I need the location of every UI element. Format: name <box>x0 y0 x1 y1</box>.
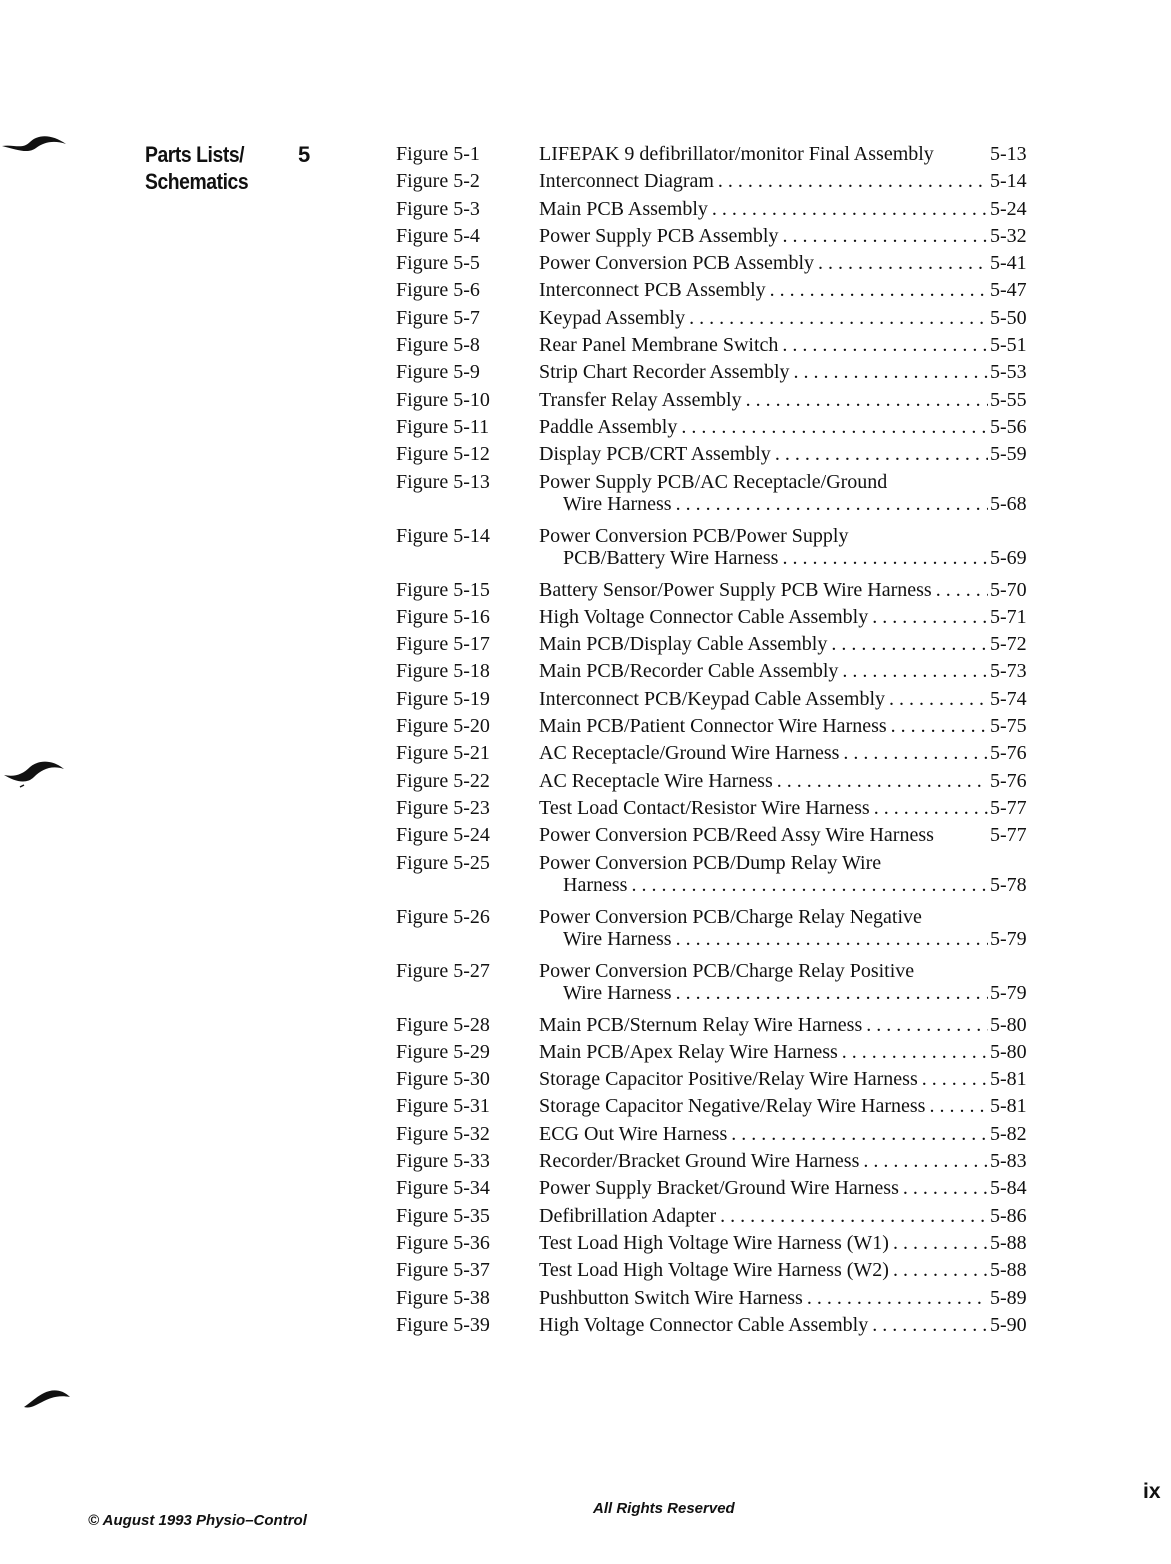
figure-entry <box>539 1150 1046 1172</box>
dot-leader <box>778 334 988 356</box>
section-title-line: Parts Lists/ <box>145 142 245 167</box>
figure-entry <box>539 334 1046 356</box>
figure-title: Paddle Assembly <box>539 415 678 438</box>
figure-title: PCB/Battery Wire Harness <box>563 546 779 569</box>
figure-entry <box>539 1041 1046 1063</box>
figure-entry <box>539 307 1046 329</box>
figure-title: Power Conversion PCB Assembly <box>539 252 815 275</box>
entry-line <box>539 1205 1046 1227</box>
dot-leader <box>708 198 988 220</box>
toc-row <box>396 1068 1046 1090</box>
dot-leader <box>838 660 988 682</box>
dot-leader <box>672 928 988 950</box>
figure-entry <box>539 1095 1046 1117</box>
figure-number: Figure 5-26 <box>396 905 490 928</box>
entry-line <box>539 389 1046 411</box>
figure-entry <box>539 279 1046 301</box>
toc-row <box>396 1287 1046 1309</box>
entry-line <box>539 660 1046 682</box>
figure-title: Main PCB/Apex Relay Wire Harness <box>539 1040 838 1063</box>
figure-number: Figure 5-24 <box>396 824 490 847</box>
dot-leader <box>672 982 988 1004</box>
figure-title: High Voltage Connector Cable Assembly <box>539 605 869 628</box>
dot-leader <box>838 1041 988 1063</box>
figure-title: Defibrillation Adapter <box>539 1204 717 1227</box>
entry-line <box>539 225 1046 247</box>
toc-row <box>396 170 1046 192</box>
dot-leader <box>790 361 988 383</box>
entry-line <box>539 198 1046 220</box>
figure-number: Figure 5-30 <box>396 1068 490 1091</box>
figure-number: Figure 5-34 <box>396 1177 490 1200</box>
figure-entry <box>539 770 1046 792</box>
page-reference: 5-69 <box>990 546 1027 569</box>
figure-title: Power Conversion PCB/Charge Relay Negative <box>539 905 922 928</box>
figure-number: Figure 5-6 <box>396 279 480 302</box>
figure-title: Main PCB/Patient Connector Wire Harness <box>539 715 887 738</box>
figure-title: Main PCB/Sternum Relay Wire Harness <box>539 1013 863 1036</box>
toc-row <box>396 416 1046 438</box>
entry-line <box>539 547 1046 569</box>
figure-title: Storage Capacitor Negative/Relay Wire Harness <box>539 1095 926 1118</box>
page-reference: 5-90 <box>990 1313 1027 1336</box>
figure-title: Battery Sensor/Power Supply PCB Wire Harness <box>539 578 932 601</box>
toc-row <box>396 852 1046 896</box>
dot-leader <box>889 1259 988 1281</box>
figure-entry <box>539 1014 1046 1036</box>
figure-number: Figure 5-13 <box>396 470 490 493</box>
entry-line <box>539 579 1046 601</box>
page-reference: 5-71 <box>990 605 1027 628</box>
figure-entry <box>539 906 1046 950</box>
figure-entry <box>539 579 1046 601</box>
page-reference: 5-50 <box>990 306 1027 329</box>
page-reference: 5-84 <box>990 1177 1027 1200</box>
page-reference: 5-89 <box>990 1286 1027 1309</box>
figure-number: Figure 5-29 <box>396 1040 490 1063</box>
figure-number: Figure 5-28 <box>396 1013 490 1036</box>
page-reference: 5-53 <box>990 361 1027 384</box>
figure-number: Figure 5-15 <box>396 578 490 601</box>
dot-leader <box>885 688 988 710</box>
entry-line <box>539 906 1046 928</box>
figure-title: Pushbutton Switch Wire Harness <box>539 1286 803 1309</box>
dot-leader <box>899 1177 988 1199</box>
dot-leader <box>862 1014 988 1036</box>
entry-line <box>539 960 1046 982</box>
figure-title: Main PCB Assembly <box>539 197 708 220</box>
figure-entry <box>539 852 1046 896</box>
figure-entry <box>539 715 1046 737</box>
figure-title: Power Supply PCB/AC Receptacle/Ground <box>539 470 888 493</box>
figure-entry <box>539 143 1046 165</box>
figure-number: Figure 5-11 <box>396 415 490 438</box>
figure-number: Figure 5-27 <box>396 959 490 982</box>
dot-leader <box>716 1205 988 1227</box>
figure-number: Figure 5-2 <box>396 170 480 193</box>
figure-title: AC Receptacle Wire Harness <box>539 769 773 792</box>
toc-row <box>396 688 1046 710</box>
figure-title: Power Supply Bracket/Ground Wire Harness <box>539 1177 899 1200</box>
figure-number: Figure 5-1 <box>396 143 480 165</box>
dot-leader <box>932 579 988 601</box>
figure-entry <box>539 633 1046 655</box>
toc-row <box>396 824 1046 846</box>
page-reference: 5-56 <box>990 415 1027 438</box>
entry-line <box>539 1177 1046 1199</box>
figure-entry <box>539 1232 1046 1254</box>
dot-leader <box>727 1123 988 1145</box>
dot-leader <box>773 770 988 792</box>
page-reference: 5-76 <box>990 769 1027 792</box>
figure-number: Figure 5-36 <box>396 1231 490 1254</box>
toc-row <box>396 252 1046 274</box>
page-reference: 5-32 <box>990 224 1027 247</box>
figure-title: Recorder/Bracket Ground Wire Harness <box>539 1150 860 1173</box>
entry-line <box>539 307 1046 329</box>
dot-leader <box>868 1314 988 1336</box>
figure-number: Figure 5-21 <box>396 742 490 765</box>
dot-leader <box>870 797 988 819</box>
dot-leader <box>827 633 988 655</box>
figure-entry <box>539 471 1046 515</box>
toc-row <box>396 660 1046 682</box>
toc-row <box>396 606 1046 628</box>
dot-leader <box>814 252 988 274</box>
figure-title: Power Conversion PCB/Dump Relay Wire <box>539 851 882 874</box>
entry-line <box>539 1232 1046 1254</box>
page-reference: 5-47 <box>990 279 1027 302</box>
entry-line <box>539 279 1046 301</box>
figure-number: Figure 5-3 <box>396 197 480 220</box>
toc-row <box>396 307 1046 329</box>
figure-number: Figure 5-19 <box>396 687 490 710</box>
toc-row <box>396 389 1046 411</box>
page-reference: 5-70 <box>990 578 1027 601</box>
toc-row <box>396 198 1046 220</box>
toc-row <box>396 143 1046 165</box>
figure-title: LIFEPAK 9 defibrillator/monitor Final Assembly <box>539 143 934 165</box>
toc-row <box>396 797 1046 819</box>
figure-entry <box>539 1177 1046 1199</box>
entry-line <box>539 606 1046 628</box>
figure-title: Power Supply PCB Assembly <box>539 224 779 247</box>
figure-list <box>396 143 1046 1341</box>
figure-title: Power Conversion PCB/Charge Relay Positive <box>539 959 915 982</box>
figure-title: Keypad Assembly <box>539 306 686 329</box>
figure-entry <box>539 416 1046 438</box>
dot-leader <box>742 389 988 411</box>
section-title-line: Schematics <box>145 169 249 194</box>
toc-row <box>396 225 1046 247</box>
figure-entry <box>539 361 1046 383</box>
figure-title: Display PCB/CRT Assembly <box>539 443 771 466</box>
entry-line <box>539 1068 1046 1090</box>
entry-line <box>539 493 1046 515</box>
figure-number: Figure 5-17 <box>396 633 490 656</box>
page-reference: 5-83 <box>990 1150 1027 1173</box>
figure-title: Test Load High Voltage Wire Harness (W2) <box>539 1259 889 1282</box>
toc-row <box>396 279 1046 301</box>
toc-row <box>396 715 1046 737</box>
toc-row <box>396 1232 1046 1254</box>
figure-title: Interconnect Diagram <box>539 170 714 193</box>
entry-line <box>539 361 1046 383</box>
figure-entry <box>539 1205 1046 1227</box>
page-reference: 5-14 <box>990 170 1027 193</box>
dot-leader <box>839 742 988 764</box>
figure-entry <box>539 525 1046 569</box>
figure-title: AC Receptacle/Ground Wire Harness <box>539 742 840 765</box>
entry-line <box>539 1150 1046 1172</box>
entry-line <box>539 1123 1046 1145</box>
section-title <box>145 141 248 195</box>
figure-number: Figure 5-32 <box>396 1122 490 1145</box>
figure-title: Strip Chart Recorder Assembly <box>539 361 790 384</box>
figure-title: Test Load Contact/Resistor Wire Harness <box>539 796 870 819</box>
figure-number: Figure 5-35 <box>396 1204 490 1227</box>
figure-number: Figure 5-9 <box>396 361 480 384</box>
toc-row <box>396 1041 1046 1063</box>
entry-line <box>539 1014 1046 1036</box>
figure-title: Test Load High Voltage Wire Harness (W1) <box>539 1231 889 1254</box>
page-reference: 5-80 <box>990 1013 1027 1036</box>
figure-entry <box>539 1259 1046 1281</box>
entry-line <box>539 1259 1046 1281</box>
page-reference: 5-81 <box>990 1095 1027 1118</box>
entry-line <box>539 688 1046 710</box>
page-reference: 5-59 <box>990 443 1027 466</box>
entry-line <box>539 928 1046 950</box>
figure-entry <box>539 742 1046 764</box>
dot-leader <box>771 443 988 465</box>
dot-leader <box>766 279 988 301</box>
figure-number: Figure 5-25 <box>396 851 490 874</box>
page-reference: 5-75 <box>990 715 1027 738</box>
entry-line <box>539 252 1046 274</box>
figure-title: Power Conversion PCB/Power Supply <box>539 524 849 547</box>
figure-entry <box>539 1068 1046 1090</box>
page-reference: 5-24 <box>990 197 1027 220</box>
toc-row <box>396 471 1046 515</box>
toc-row <box>396 1123 1046 1145</box>
figure-title: Main PCB/Display Cable Assembly <box>539 633 828 656</box>
toc-row <box>396 906 1046 950</box>
figure-title: Wire Harness <box>563 981 672 1004</box>
figure-number: Figure 5-8 <box>396 334 480 357</box>
page-reference: 5-86 <box>990 1204 1027 1227</box>
page-reference: 5-77 <box>990 824 1027 847</box>
dot-leader <box>925 1095 988 1117</box>
toc-row <box>396 579 1046 601</box>
binding-mark-icon <box>0 128 72 158</box>
figure-entry <box>539 1314 1046 1336</box>
entry-line <box>539 633 1046 655</box>
page-number: ix <box>1143 1480 1161 1503</box>
entry-line <box>539 874 1046 896</box>
entry-line <box>539 170 1046 192</box>
toc-row <box>396 361 1046 383</box>
binding-mark-icon <box>0 755 72 789</box>
toc-row <box>396 443 1046 465</box>
figure-title: Storage Capacitor Positive/Relay Wire Harness <box>539 1068 918 1091</box>
entry-line <box>539 1041 1046 1063</box>
toc-row <box>396 334 1046 356</box>
toc-row <box>396 1014 1046 1036</box>
entry-line <box>539 742 1046 764</box>
toc-row <box>396 525 1046 569</box>
toc-row <box>396 1314 1046 1336</box>
figure-title: Wire Harness <box>563 927 672 950</box>
copyright-notice: © August 1993 Physio–Control <box>88 1512 307 1529</box>
page-reference: 5-88 <box>990 1259 1027 1282</box>
dot-leader <box>889 1232 988 1254</box>
entry-line <box>539 525 1046 547</box>
toc-row <box>396 742 1046 764</box>
toc-row <box>396 1177 1046 1199</box>
figure-number: Figure 5-22 <box>396 769 490 792</box>
figure-number: Figure 5-23 <box>396 796 490 819</box>
page-reference: 5-79 <box>990 981 1027 1004</box>
page-reference: 5-79 <box>990 927 1027 950</box>
figure-entry <box>539 1287 1046 1309</box>
dot-leader <box>868 606 988 628</box>
page-reference: 5-13 <box>990 143 1027 165</box>
page-reference: 5-41 <box>990 252 1027 275</box>
dot-leader <box>887 715 988 737</box>
figure-number: Figure 5-14 <box>396 524 490 547</box>
figure-entry <box>539 1123 1046 1145</box>
entry-line <box>539 1314 1046 1336</box>
figure-number: Figure 5-31 <box>396 1095 490 1118</box>
entry-line <box>539 852 1046 874</box>
page-reference: 5-55 <box>990 388 1027 411</box>
entry-line <box>539 1095 1046 1117</box>
figure-entry <box>539 688 1046 710</box>
dot-leader <box>685 307 988 329</box>
toc-row <box>396 770 1046 792</box>
entry-line <box>539 715 1046 737</box>
rights-notice: All Rights Reserved <box>593 1500 735 1517</box>
page-reference: 5-78 <box>990 873 1027 896</box>
page-reference: 5-80 <box>990 1040 1027 1063</box>
page-reference: 5-74 <box>990 687 1027 710</box>
dot-leader <box>859 1150 988 1172</box>
entry-line <box>539 443 1046 465</box>
figure-entry <box>539 797 1046 819</box>
figure-title: High Voltage Connector Cable Assembly <box>539 1313 869 1336</box>
figure-title: Main PCB/Recorder Cable Assembly <box>539 660 839 683</box>
dot-leader <box>714 170 988 192</box>
figure-entry <box>539 443 1046 465</box>
toc-row <box>396 960 1046 1004</box>
figure-title: Interconnect PCB/Keypad Cable Assembly <box>539 687 886 710</box>
figure-entry <box>539 960 1046 1004</box>
page-reference: 5-73 <box>990 660 1027 683</box>
entry-line <box>539 416 1046 438</box>
entry-line <box>539 770 1046 792</box>
dot-leader <box>627 874 988 896</box>
figure-entry <box>539 389 1046 411</box>
figure-title: Rear Panel Membrane Switch <box>539 334 779 357</box>
dot-leader <box>778 225 988 247</box>
figure-title: ECG Out Wire Harness <box>539 1122 728 1145</box>
page-reference: 5-51 <box>990 334 1027 357</box>
page-reference: 5-81 <box>990 1068 1027 1091</box>
dot-leader <box>672 493 988 515</box>
toc-row <box>396 633 1046 655</box>
toc-row <box>396 1150 1046 1172</box>
figure-number: Figure 5-39 <box>396 1313 490 1336</box>
toc-row <box>396 1205 1046 1227</box>
figure-title: Wire Harness <box>563 492 672 515</box>
figure-title: Power Conversion PCB/Reed Assy Wire Harness <box>539 824 934 847</box>
dot-leader <box>803 1287 988 1309</box>
page-reference: 5-88 <box>990 1231 1027 1254</box>
figure-number: Figure 5-37 <box>396 1259 490 1282</box>
figure-title: Interconnect PCB Assembly <box>539 279 766 302</box>
figure-entry <box>539 606 1046 628</box>
dot-leader <box>677 416 988 438</box>
figure-number: Figure 5-20 <box>396 715 490 738</box>
figure-number: Figure 5-18 <box>396 660 490 683</box>
figure-title: Transfer Relay Assembly <box>539 388 742 411</box>
entry-line <box>539 334 1046 356</box>
figure-entry <box>539 198 1046 220</box>
figure-number: Figure 5-5 <box>396 252 480 275</box>
figure-title: Harness <box>563 873 628 896</box>
page-reference: 5-77 <box>990 796 1027 819</box>
page-reference: 5-82 <box>990 1122 1027 1145</box>
page-reference: 5-72 <box>990 633 1027 656</box>
figure-number: Figure 5-4 <box>396 224 480 247</box>
toc-row <box>396 1259 1046 1281</box>
figure-entry <box>539 170 1046 192</box>
page-reference: 5-68 <box>990 492 1027 515</box>
figure-number: Figure 5-33 <box>396 1150 490 1173</box>
page-reference: 5-76 <box>990 742 1027 765</box>
figure-number: Figure 5-38 <box>396 1286 490 1309</box>
figure-number: Figure 5-7 <box>396 306 480 329</box>
figure-number: Figure 5-12 <box>396 443 490 466</box>
figure-number: Figure 5-16 <box>396 605 490 628</box>
toc-row <box>396 1095 1046 1117</box>
figure-entry <box>539 252 1046 274</box>
dot-leader <box>778 547 988 569</box>
entry-line <box>539 797 1046 819</box>
figure-number: Figure 5-10 <box>396 388 490 411</box>
chapter-number: 5 <box>298 142 311 167</box>
entry-line <box>539 982 1046 1004</box>
entry-line <box>539 1287 1046 1309</box>
figure-entry <box>539 824 1046 846</box>
entry-line <box>539 824 1046 846</box>
figure-entry <box>539 225 1046 247</box>
entry-line <box>539 471 1046 493</box>
entry-line <box>539 143 1046 165</box>
binding-mark-icon <box>22 1383 74 1413</box>
dot-leader <box>918 1068 988 1090</box>
figure-entry <box>539 660 1046 682</box>
